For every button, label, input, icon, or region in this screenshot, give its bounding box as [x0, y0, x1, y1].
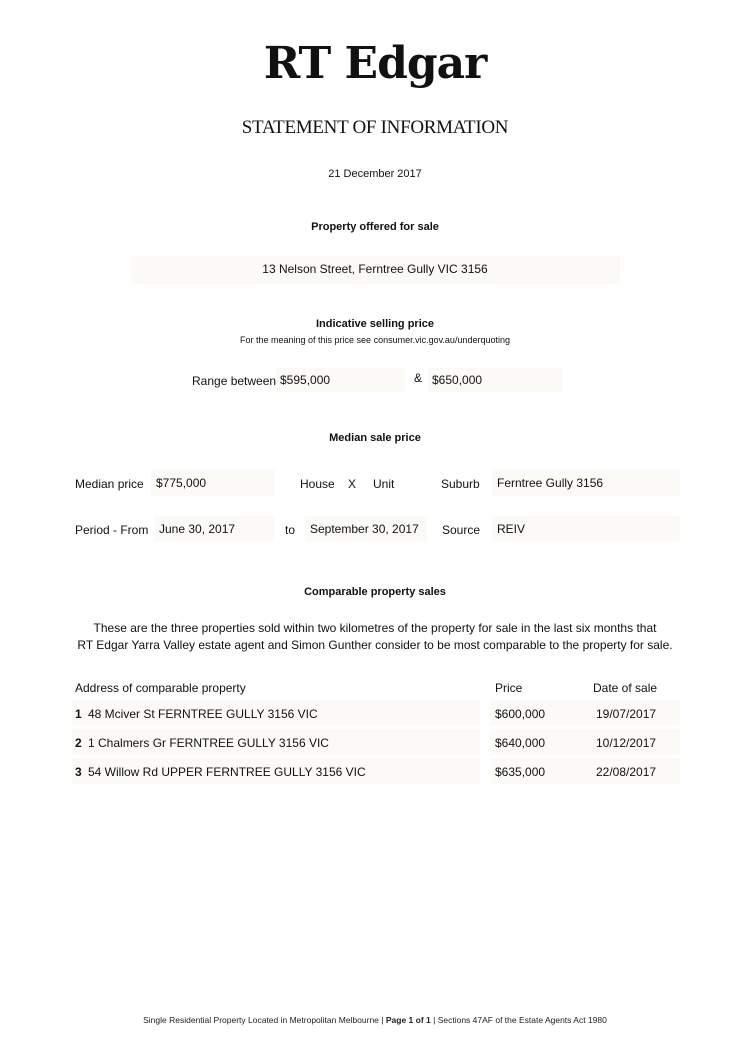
indicative-note: For the meaning of this price see consumer.vic.gov.au/underquoting [240, 335, 510, 345]
footer-right-text: | Sections 47AF of the Estate Agents Act 1980 [433, 1015, 607, 1025]
comparable-heading: Comparable property sales [304, 586, 446, 598]
suburb-value: Ferntree Gully 3156 [497, 476, 604, 490]
document-title: STATEMENT OF INFORMATION [241, 117, 509, 138]
range-label: Range between [192, 374, 277, 388]
table-row-3-number: 3 [75, 765, 82, 779]
table-row-2-address: 1 Chalmers Gr FERNTREE GULLY 3156 VIC [88, 736, 329, 750]
median-price-value: $775,000 [156, 476, 207, 490]
table-row-3-price: $635,000 [495, 765, 546, 779]
footer-left-text: Single Residential Property Located in Metropolitan Melbourne | [143, 1015, 384, 1025]
col-header-price: Price [495, 681, 523, 695]
table-row-3-date: 22/08/2017 [596, 765, 657, 779]
comparable-intro-line1: These are the three properties sold within two kilometres of the property for sale in the last six months that [93, 621, 657, 635]
range-ampersand: & [414, 371, 423, 385]
table-row-1-address: 48 Mciver St FERNTREE GULLY 3156 VIC [88, 707, 318, 721]
table-row-1-date: 19/07/2017 [596, 707, 657, 721]
table-row-2-number: 2 [75, 736, 82, 750]
unit-label: Unit [373, 477, 395, 491]
period-to-value: September 30, 2017 [310, 522, 419, 536]
indicative-heading: Indicative selling price [316, 318, 434, 330]
comparable-intro-line2: RT Edgar Yarra Valley estate agent and Simon Gunther consider to be most comparable to the property for sale. [77, 638, 673, 652]
footer-page-number: Page 1 of 1 [385, 1015, 431, 1025]
company-logo: RT Edgar [263, 38, 487, 89]
table-row-1-price: $600,000 [495, 707, 546, 721]
house-label: House [300, 477, 335, 491]
table-row-2-date: 10/12/2017 [596, 736, 657, 750]
source-value: REIV [497, 522, 526, 536]
suburb-label: Suburb [441, 477, 480, 491]
median-heading: Median sale price [329, 432, 421, 444]
table-row-2-price: $640,000 [495, 736, 546, 750]
table-row-3-address: 54 Willow Rd UPPER FERNTREE GULLY 3156 VIC [88, 765, 366, 779]
col-header-address: Address of comparable property [75, 681, 246, 695]
house-checkmark: X [348, 477, 357, 491]
page-footer [0, 1015, 750, 1025]
property-address: 13 Nelson Street, Ferntree Gully VIC 3156 [262, 262, 488, 276]
statement-date: 21 December 2017 [328, 168, 422, 180]
period-from-label: Period - From [75, 523, 149, 537]
property-heading: Property offered for sale [311, 221, 439, 233]
period-from-value: June 30, 2017 [159, 522, 236, 536]
range-high-value: $650,000 [432, 373, 483, 387]
median-price-label: Median price [75, 477, 144, 491]
source-label: Source [442, 523, 481, 537]
table-row-1-number: 1 [75, 707, 82, 721]
col-header-date: Date of sale [593, 681, 658, 695]
range-low-value: $595,000 [280, 373, 331, 387]
period-to-label: to [285, 523, 296, 537]
